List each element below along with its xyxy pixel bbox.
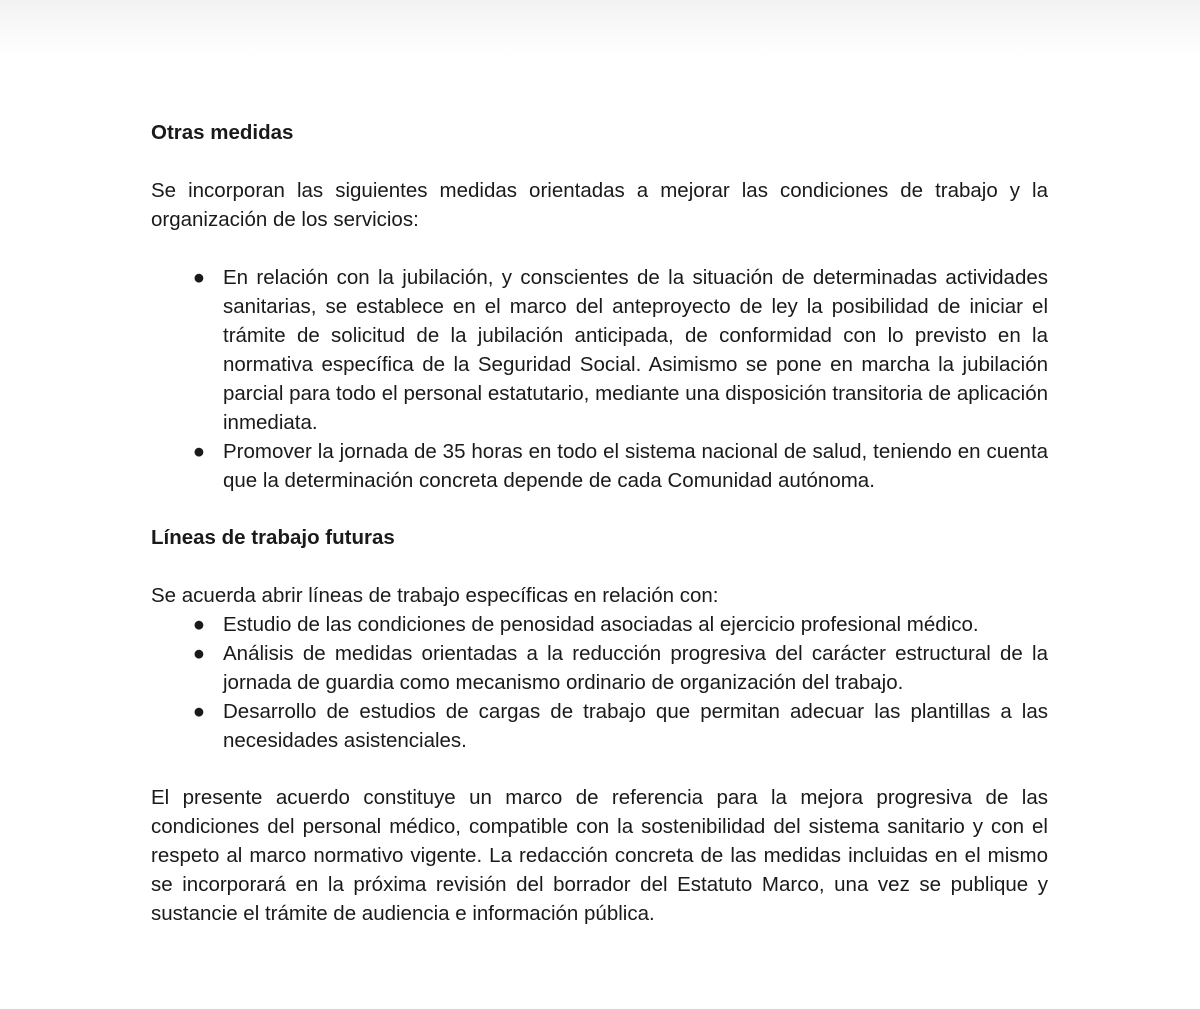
bullet-icon: ● [192,700,206,723]
list-item [151,263,1048,437]
list-item [151,610,1048,639]
list-item-text: Estudio de las condiciones de penosidad asociadas al ejercicio profesional médico. [223,613,979,636]
list-item [151,697,1048,755]
bullet-list-lineas-trabajo [151,610,1048,755]
bullet-icon: ● [192,440,206,463]
section-intro: Se acuerda abrir líneas de trabajo específicas en relación con: [151,584,719,607]
document-body [151,118,1048,928]
list-item-text: Análisis de medidas orientadas a la reducción progresiva del carácter estructural de la jornada de guardia como mecanismo ordinario de organización del trabajo. [223,642,1048,694]
section-heading-otras-medidas: Otras medidas [151,121,294,144]
page-top-shadow [0,0,1200,60]
bullet-icon: ● [192,266,206,289]
list-item [151,437,1048,495]
bullet-icon: ● [192,613,206,636]
closing-paragraph: El presente acuerdo constituye un marco de referencia para la mejora progresiva de las condiciones del personal médico, compatible con la sostenibilidad del sistema sanitario y con el respeto al marco normativo vigente. La redacción concreta de las medidas incluidas en el mismo se incorporará en la próxima revisión del borrador del Estatuto Marco, una vez se publique y sustancie el trámite de audiencia e información pública. [151,786,1048,925]
section-heading-lineas-trabajo: Líneas de trabajo futuras [151,526,395,549]
bullet-list-otras-medidas [151,263,1048,495]
bullet-icon: ● [192,642,206,665]
section-intro: Se incorporan las siguientes medidas orientadas a mejorar las condiciones de trabajo y la organización de los servicios: [151,179,1048,231]
list-item-text: En relación con la jubilación, y conscientes de la situación de determinadas actividades sanitarias, se establece en el marco del anteproyecto de ley la posibilidad de iniciar el trámite de solicitud de la jubilación anticipada, de conformidad con lo previsto en la normativa específica de la Seguridad Social. Asimismo se pone en marcha la jubilación parcial para todo el personal estatutario, mediante una disposición transitoria de aplicación inmediata. [223,266,1048,434]
list-item-text: Desarrollo de estudios de cargas de trabajo que permitan adecuar las plantillas a las necesidades asistenciales. [223,700,1048,752]
list-item [151,639,1048,697]
list-item-text: Promover la jornada de 35 horas en todo el sistema nacional de salud, teniendo en cuenta que la determinación concreta depende de cada Comunidad autónoma. [223,440,1048,492]
